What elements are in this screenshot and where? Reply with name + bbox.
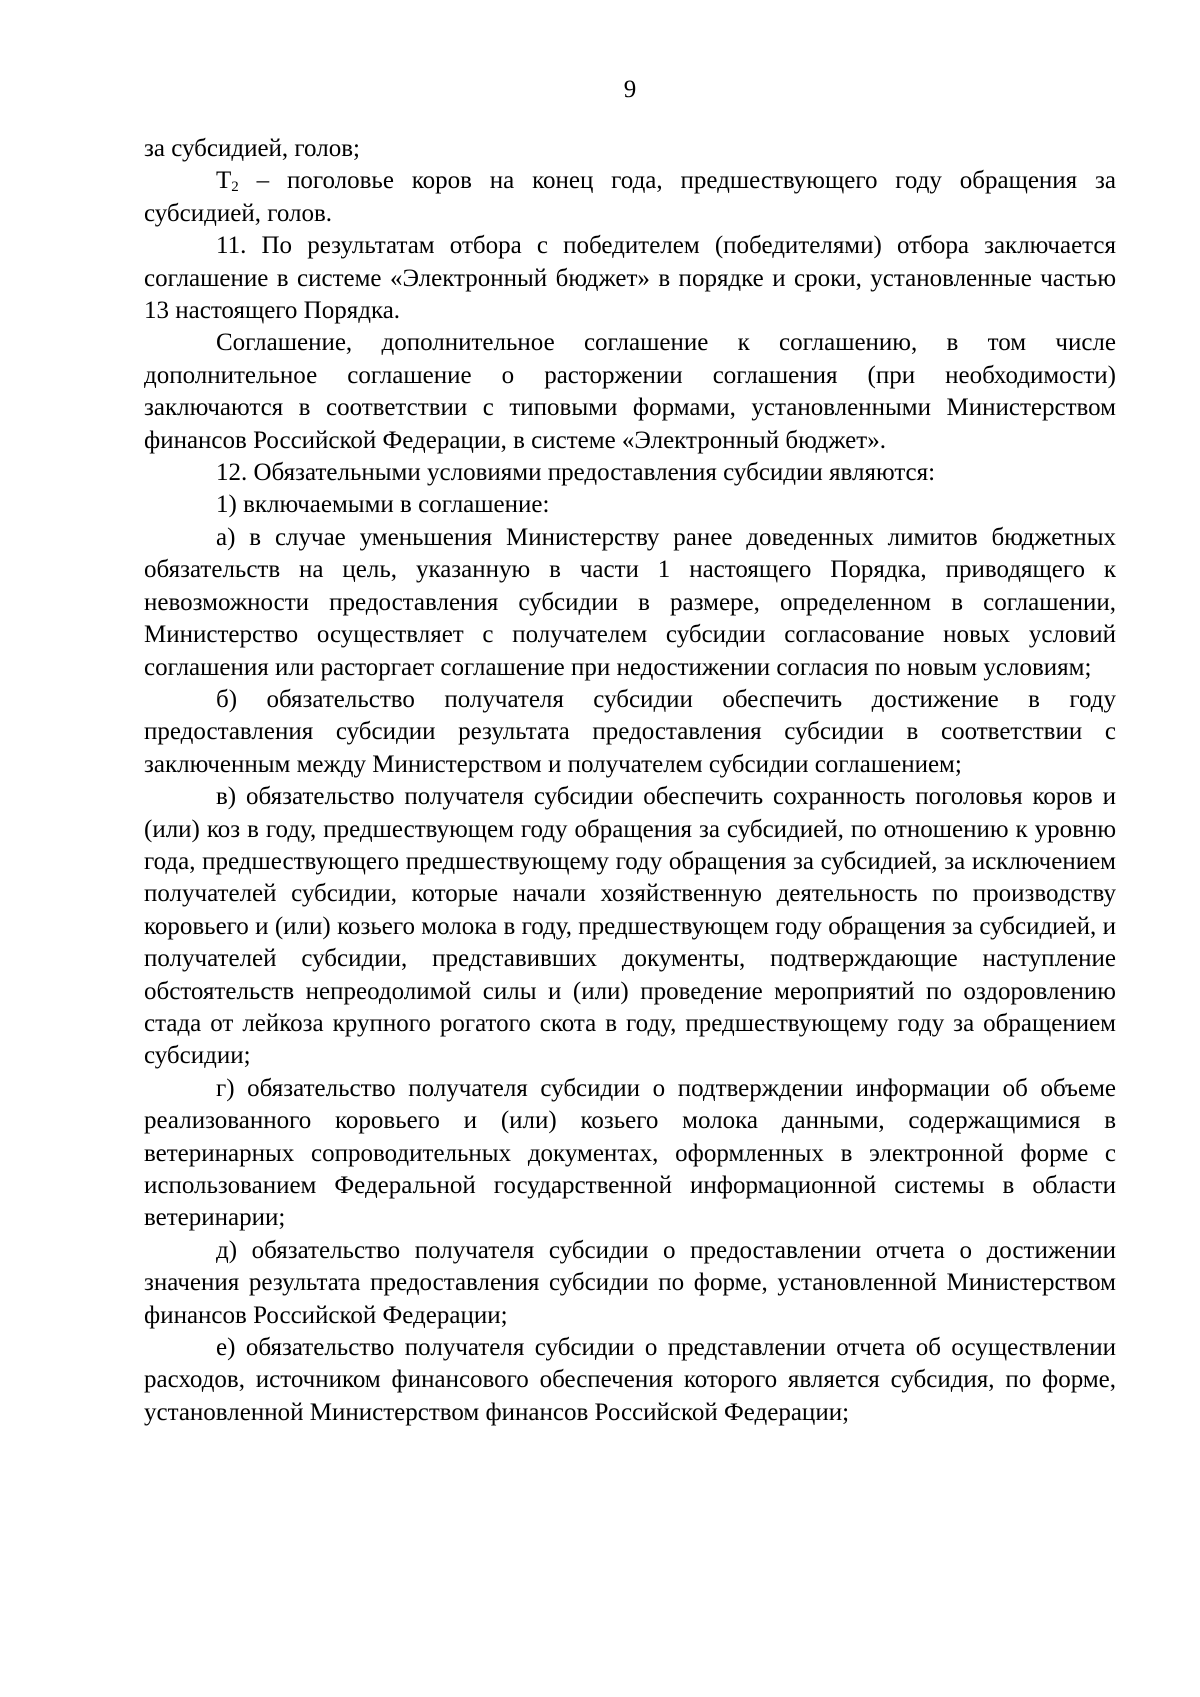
paragraph-formula-definition [144,165,1116,230]
paragraph-subitem-a: а) в случае уменьшения Министерству ранее доведенных лимитов бюджетных обязательств на цель, указанную в части 1 настоящего Порядка, приводящего к невозможности предоставления субсидии в размере, определенном в соглашении, Министерство осуществляет с получателем субсидии согласование новых условий соглашения или расторгает соглашение при недостижении согласия по новым условиям; [144,523,1116,681]
paragraph-item-12: 12. Обязательными условиями предоставления субсидии являются: [216,459,936,487]
paragraph-subitem-e: е) обязательство получателя субсидии о представлении отчета об осуществлении расходов, источником финансового обеспечения которого является субсидия, по форме, установленной Министерством финансов Российской Федерации; [144,1334,1116,1426]
page-number: 9 [623,76,637,103]
paragraph-agreement: Соглашение, дополнительное соглашение к соглашению, в том числе дополнительное соглашение о расторжении соглашения (при необходимости) заключаются в соответствии с типовыми формами, установленными Министерством финансов Российской Федерации, в системе «Электронный бюджет». [144,329,1116,454]
paragraph-subitem-g: г) обязательство получателя субсидии о подтверждении информации об объеме реализованного коровьего и (или) козьего молока данными, содержащимися в ветеринарных сопроводительных документах, оформленных в электронной форме с использованием Федеральной государственной информационной системы в области ветеринарии; [144,1074,1116,1232]
paragraph-subitem-1: 1) включаемыми в соглашение: [216,491,550,519]
formula-variable: Т [216,167,232,195]
document-body [144,133,1116,1429]
formula-subscript: 2 [231,179,239,196]
paragraph-continuation: за субсидией, голов; [144,135,360,162]
paragraph-subitem-b: б) обязательство получателя субсидии обеспечить достижение в году предоставления субсидии результата предоставления субсидии в соответствии с заключенным между Министерством и получателем субсидии соглашением; [144,685,1116,778]
paragraph-subitem-d: д) обязательство получателя субсидии о предоставлении отчета о достижении значения результата предоставления субсидии по форме, установленной Министерством финансов Российской Федерации; [144,1236,1116,1329]
paragraph-subitem-v: в) обязательство получателя субсидии обеспечить сохранность поголовья коров и (или) коз в году, предшествующем году обращения за субсидией, по отношению к уровню года, предшествующего предшествующему году обращения за субсидией, за исключением получателей субсидии, которые начали хозяйственную деятельность по производству коровьего и (или) козьего молока в году, предшествующем году обращения за субсидией, и получателей субсидии, представивших документы, подтверждающие наступление обстоятельств непреодолимой силы и (или) проведение мероприятий по оздоровлению стада от лейкоза крупного рогатого скота в году, предшествующему году за обращением субсидии; [144,783,1116,1070]
formula-definition-text: – поголовье коров на конец года, предшествующего году обращения за субсидией, голов. [144,167,1116,227]
paragraph-item-11: 11. По результатам отбора с победителем (победителями) отбора заключается соглашение в системе «Электронный бюджет» в порядке и сроки, установленные частью 13 настоящего Порядка. [144,232,1116,325]
